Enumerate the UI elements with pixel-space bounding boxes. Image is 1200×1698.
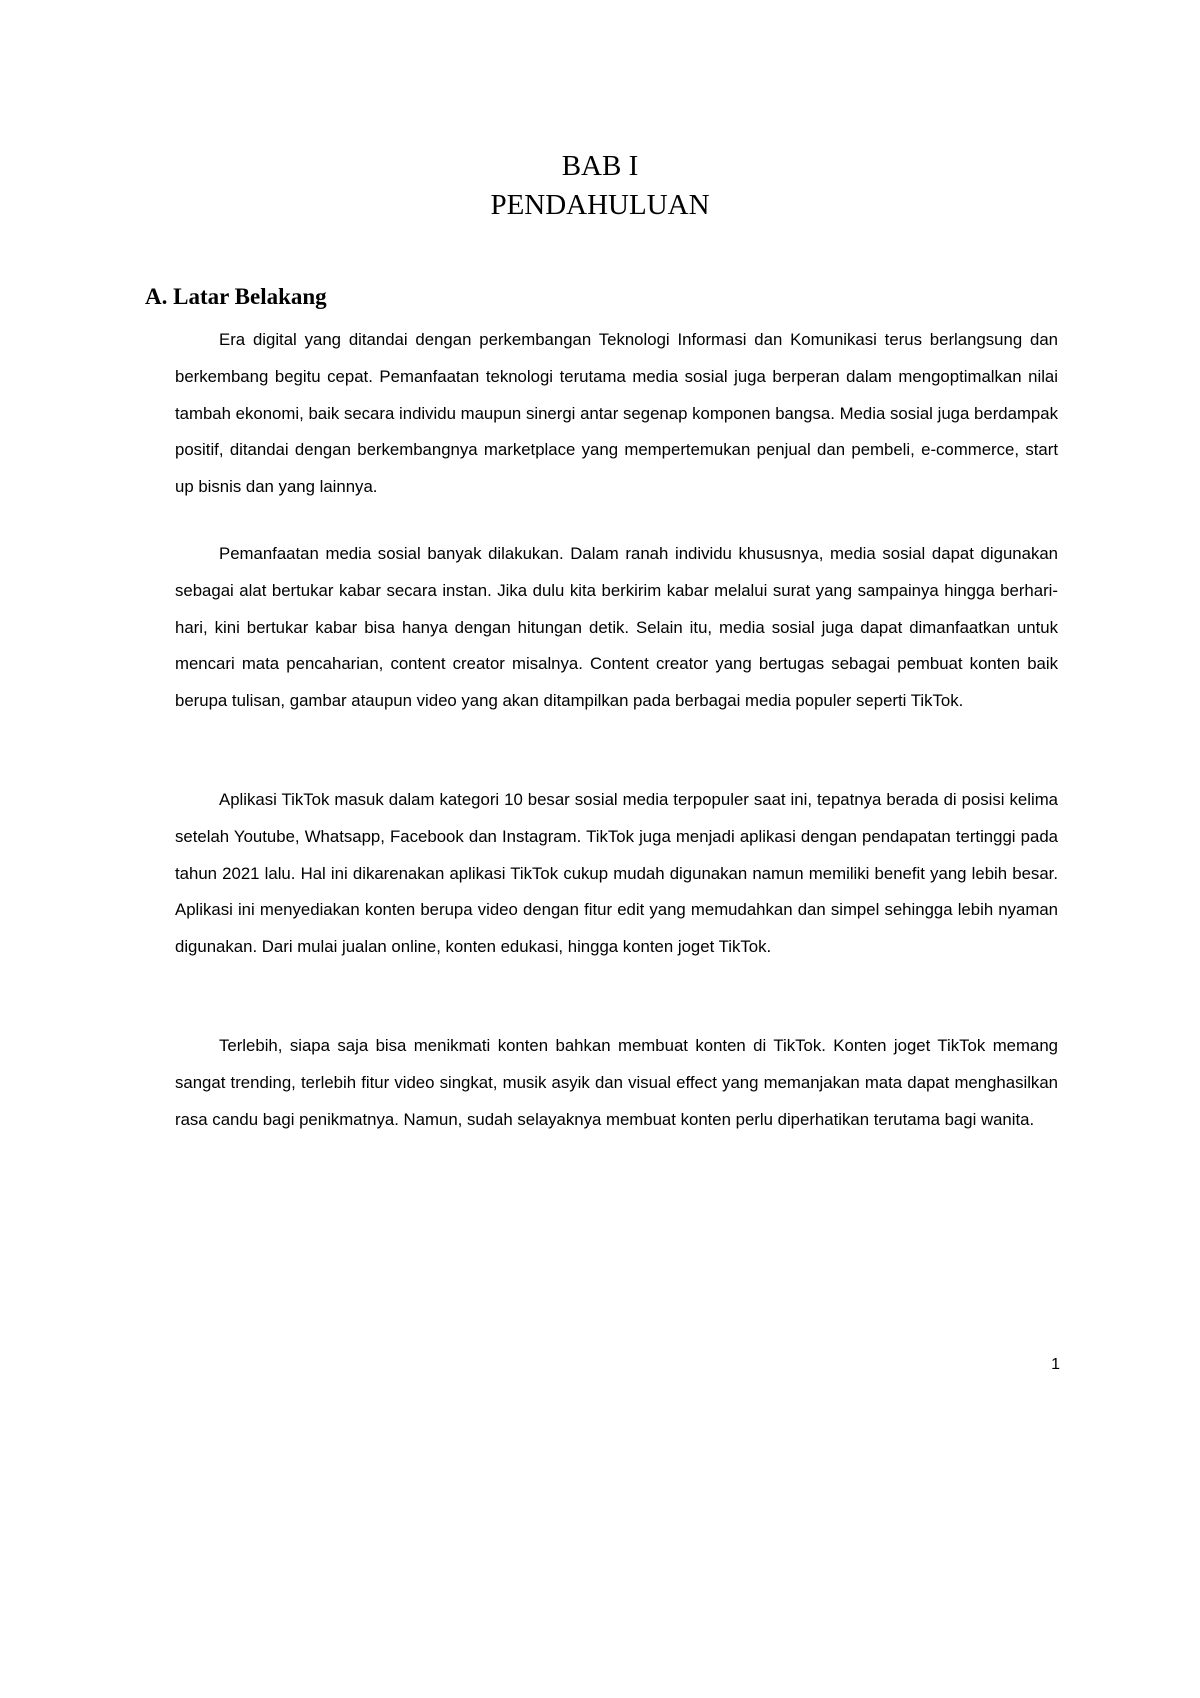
paragraph: Aplikasi TikTok masuk dalam kategori 10 besar sosial media terpopuler saat ini, tepatnya berada di posisi kelima setelah Youtube, Whatsapp, Facebook dan Instagram. TikTok juga menjadi aplikasi dengan pendapatan tertinggi pada tahun 2021 lalu. Hal ini dikarenakan aplikasi TikTok cukup mudah digunakan namun memiliki benefit yang lebih besar. Aplikasi ini menyediakan konten berupa video dengan fitur edit yang memudahkan dan simpel sehingga lebih nyaman digunakan. Dari mulai jualan online, konten edukasi, hingga konten joget TikTok. [175, 790, 1058, 957]
chapter-title: PENDAHULUAN [490, 189, 710, 221]
paragraph: Era digital yang ditandai dengan perkembangan Teknologi Informasi dan Komunikasi terus berlangsung dan berkembang begitu cepat. Pemanfaatan teknologi terutama media sosial juga berperan dalam mengoptimalkan nilai tambah ekonomi, baik secara individu maupun sinergi antar segenap komponen bangsa. Media sosial juga berdampak positif, ditandai dengan berkembangnya marketplace yang mempertemukan penjual dan pembeli, e-commerce, start up bisnis dan yang lainnya. [175, 330, 1058, 497]
paragraph: Terlebih, siapa saja bisa menikmati konten bahkan membuat konten di TikTok. Konten joget TikTok memang sangat trending, terlebih fitur video singkat, musik asyik dan visual effect yang memanjakan mata dapat menghasilkan rasa candu bagi penikmatnya. Namun, sudah selayaknya membuat konten perlu diperhatikan terutama bagi wanita. [175, 1036, 1058, 1129]
section-heading: A. Latar Belakang [145, 284, 327, 309]
page-number: 1 [1051, 1356, 1060, 1373]
paragraph: Pemanfaatan media sosial banyak dilakukan. Dalam ranah individu khususnya, media sosial dapat digunakan sebagai alat bertukar kabar secara instan. Jika dulu kita berkirim kabar melalui surat yang sampainya hingga berhari-hari, kini bertukar kabar bisa hanya dengan hitungan detik. Selain itu, media sosial juga dapat dimanfaatkan untuk mencari mata pencaharian, content creator misalnya. Content creator yang bertugas sebagai pembuat konten baik berupa tulisan, gambar ataupun video yang akan ditampilkan pada berbagai media populer seperti TikTok. [175, 544, 1058, 711]
chapter-number: BAB I [561, 150, 639, 182]
